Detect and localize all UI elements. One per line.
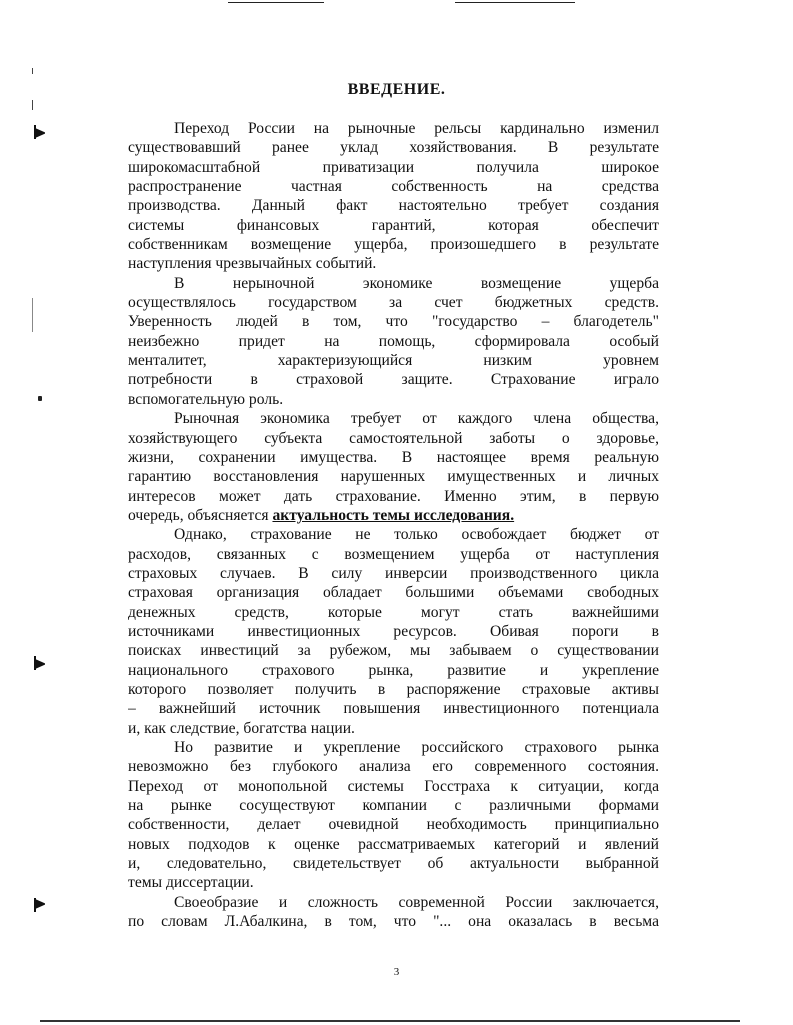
line-text: потребности в страховой защите. Страхование играло: [128, 371, 659, 389]
line-text: на рынке сосуществуют компании с различными формами: [128, 797, 659, 815]
text-line: [128, 487, 659, 506]
scan-artifact: [38, 396, 42, 401]
text-line: [128, 254, 659, 273]
text-line: [128, 138, 659, 157]
line-text: страховых случаев. В силу инверсии производственного цикла: [128, 564, 659, 582]
line-text: поисках инвестиций за рубежом, мы забываем о существовании: [128, 642, 659, 660]
text-line: [128, 525, 659, 544]
text-line: [128, 158, 659, 177]
line-text: новых подходов к оценке рассматриваемых категорий и явлений: [128, 835, 659, 853]
scan-edge-line: [40, 1020, 740, 1022]
line-text: и, как следствие, богатства нации.: [128, 719, 355, 737]
text-line: [128, 390, 659, 409]
line-text: гарантию восстановления нарушенных имущественных и личных: [128, 468, 659, 486]
line-text: хозяйствующего субъекта самостоятельной заботы о здоровье,: [128, 429, 659, 447]
text-line: [128, 738, 659, 757]
scan-artifact: [32, 68, 33, 74]
binder-hole-mark: [33, 125, 45, 139]
line-text: менталитет, характеризующийся низким уровнем: [128, 352, 659, 370]
text-line: [128, 177, 659, 196]
line-text: вспомогательную роль.: [128, 390, 284, 408]
text-line: [128, 332, 659, 351]
text-line: [128, 622, 659, 641]
text-line: [128, 583, 659, 602]
text-line: [128, 506, 659, 525]
text-line: [128, 815, 659, 834]
page-number: 3: [393, 966, 400, 978]
line-text: собственности, делает очевидной необходимость принципиально: [128, 816, 659, 834]
text-line: [128, 641, 659, 660]
line-text: по словам Л.Абалкина, в том, что "... она оказалась в весьма: [128, 913, 659, 931]
emphasis-text: актуальность темы исследования.: [272, 506, 515, 524]
line-text: системы финансовых гарантий, которая обеспечит: [128, 216, 659, 234]
text-line: [128, 796, 659, 815]
text-line: [128, 835, 659, 854]
line-text: неизбежно придет на помощь, сформировала особый: [128, 332, 659, 350]
scan-artifact: [32, 100, 33, 110]
line-text: существовавший ранее уклад хозяйствования. В результате: [128, 139, 659, 157]
line-text: Переход от монопольной системы Госстраха к ситуации, когда: [128, 777, 659, 795]
text-line: [128, 603, 659, 622]
scan-edge-line: [455, 2, 575, 3]
line-text: – важнейший источник повышения инвестиционного потенциала: [128, 700, 659, 718]
text-line: [128, 873, 659, 892]
line-text: интересов может дать страхование. Именно этим, в первую: [128, 487, 659, 505]
binder-hole-mark: [33, 656, 45, 670]
line-text: невозможно без глубокого анализа его современного состояния.: [128, 758, 659, 776]
text-line: [128, 312, 659, 331]
line-text: расходов, связанных с возмещением ущерба от наступления: [128, 545, 659, 563]
text-line: [128, 448, 659, 467]
text-line: [128, 119, 659, 138]
text-line: [128, 545, 659, 564]
line-text: Но развитие и укрепление российского страхового рынка: [174, 739, 659, 756]
line-text: денежных средств, которые могут стать важнейшими: [128, 603, 659, 621]
line-text: темы диссертации.: [128, 874, 254, 892]
text-line: [128, 661, 659, 680]
line-text: страховая организация обладает большими объемами свободных: [128, 584, 659, 602]
text-line: [128, 370, 659, 389]
line-text: очередь, объясняется: [128, 506, 269, 524]
text-line: [128, 893, 659, 912]
line-text: собственникам возмещение ущерба, произошедшего в результате: [128, 236, 659, 254]
text-line: [128, 719, 659, 738]
text-line: [128, 680, 659, 699]
line-text: Переход России на рыночные рельсы кардинально изменил: [174, 120, 659, 137]
section-heading: ВВЕДЕНИЕ.: [347, 81, 446, 98]
line-text: Уверенность людей в том, что "государство – благодетель": [128, 313, 659, 331]
text-line: [128, 274, 659, 293]
binder-hole-mark: [33, 898, 45, 912]
line-text: распространение частная собственность на средства: [128, 178, 659, 196]
text-line: [128, 196, 659, 215]
line-text: жизни, сохранении имущества. В настоящее время реальную: [128, 448, 659, 466]
text-line: [128, 216, 659, 235]
scan-edge-line: [228, 2, 324, 3]
text-line: [128, 854, 659, 873]
line-text: осуществлялось государством за счет бюджетных средств.: [128, 294, 659, 312]
line-text: В нерыночной экономике возмещение ущерба: [174, 274, 659, 292]
text-line: [128, 777, 659, 796]
line-text: наступления чрезвычайных событий.: [128, 255, 377, 273]
text-line: [128, 699, 659, 718]
line-text: источниками инвестиционных ресурсов. Обивая пороги в: [128, 622, 659, 640]
line-text: и, следовательно, свидетельствует об актуальности выбранной: [128, 855, 659, 873]
text-line: [128, 409, 659, 428]
line-text: национального страхового рынка, развитие и укрепление: [128, 661, 659, 679]
text-line: [128, 564, 659, 583]
body-text: [128, 119, 659, 931]
text-line: [128, 912, 659, 931]
text-line: [128, 293, 659, 312]
line-text: широкомасштабной приватизации получила широкое: [128, 158, 659, 176]
line-text: Однако, страхование не только освобождает бюджет от: [174, 526, 659, 544]
text-line: [128, 467, 659, 486]
text-line: [128, 351, 659, 370]
line-text: Рыночная экономика требует от каждого члена общества,: [174, 410, 659, 428]
text-line: [128, 757, 659, 776]
line-text: которого позволяет получить в распоряжение страховые активы: [128, 680, 659, 698]
scan-artifact: [32, 298, 33, 332]
text-line: [128, 429, 659, 448]
line-text: Своеобразие и сложность современной России заключается,: [174, 893, 659, 911]
text-line: [128, 235, 659, 254]
line-text: производства. Данный факт настоятельно требует создания: [128, 197, 659, 215]
